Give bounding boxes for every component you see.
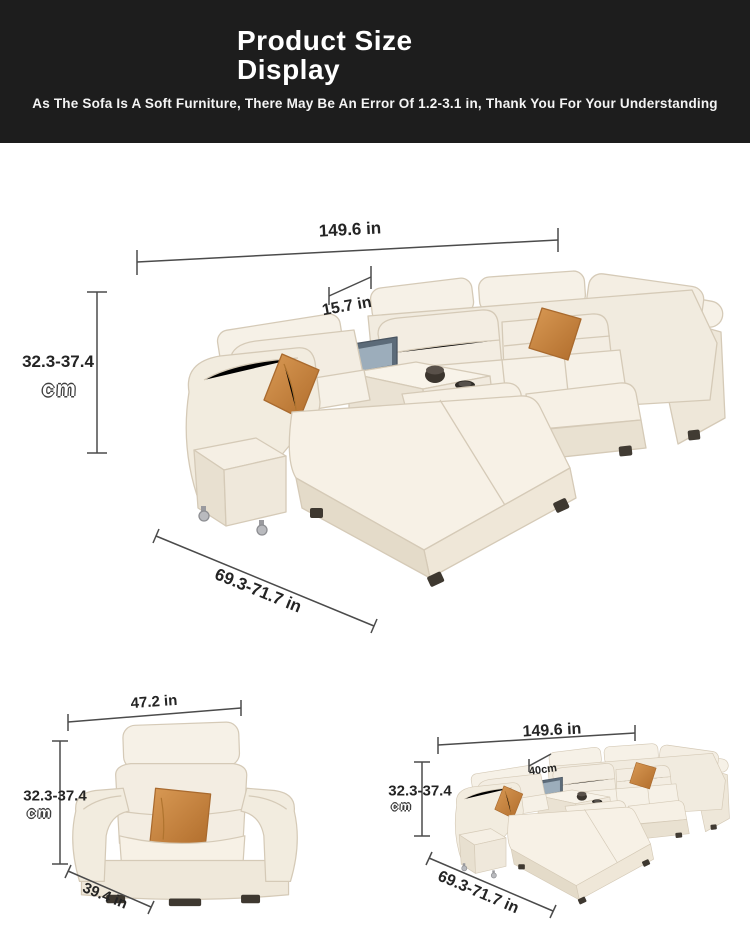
main-sofa-height-unit-ghost: cm (41, 376, 79, 401)
armchair-illustration (66, 718, 304, 908)
mini-sofa-headrest-label: 40cm (528, 762, 558, 778)
main-sofa-illustration (172, 258, 732, 588)
mini-sofa-width-label: 149.6 in (522, 720, 582, 741)
header-banner (0, 0, 750, 143)
page-title-line2: Display (237, 54, 341, 85)
page-title (237, 26, 413, 84)
main-sofa-height-label: 32.3-37.4 (22, 352, 94, 371)
armchair-depth-label: 39.4 in (80, 879, 130, 913)
page-title-line1: Product Size (237, 25, 413, 56)
armchair-height-label: 32.3-37.4 (23, 787, 87, 805)
mini-sofa-height-label: 32.3-37.4 (388, 782, 452, 800)
main-sofa-headrest-label: 15.7 in (320, 293, 373, 320)
main-sofa-depth-label: 69.3-71.7 in (212, 564, 305, 617)
armchair-width-label: 47.2 in (130, 691, 178, 713)
mini-sofa-height-unit-ghost: cm (390, 799, 414, 813)
mini-sofa-depth-label: 69.3-71.7 in (435, 867, 522, 918)
mini-sofa-illustration (448, 737, 733, 905)
main-height-dimension-line (87, 292, 107, 453)
main-sofa-width-label: 149.6 in (318, 218, 382, 241)
tolerance-note: As The Sofa Is A Soft Furniture, There May Be An Error Of 1.2-3.1 in, Thank You For Your Understanding (32, 96, 718, 111)
armchair-height-unit-ghost: cm (26, 804, 54, 822)
